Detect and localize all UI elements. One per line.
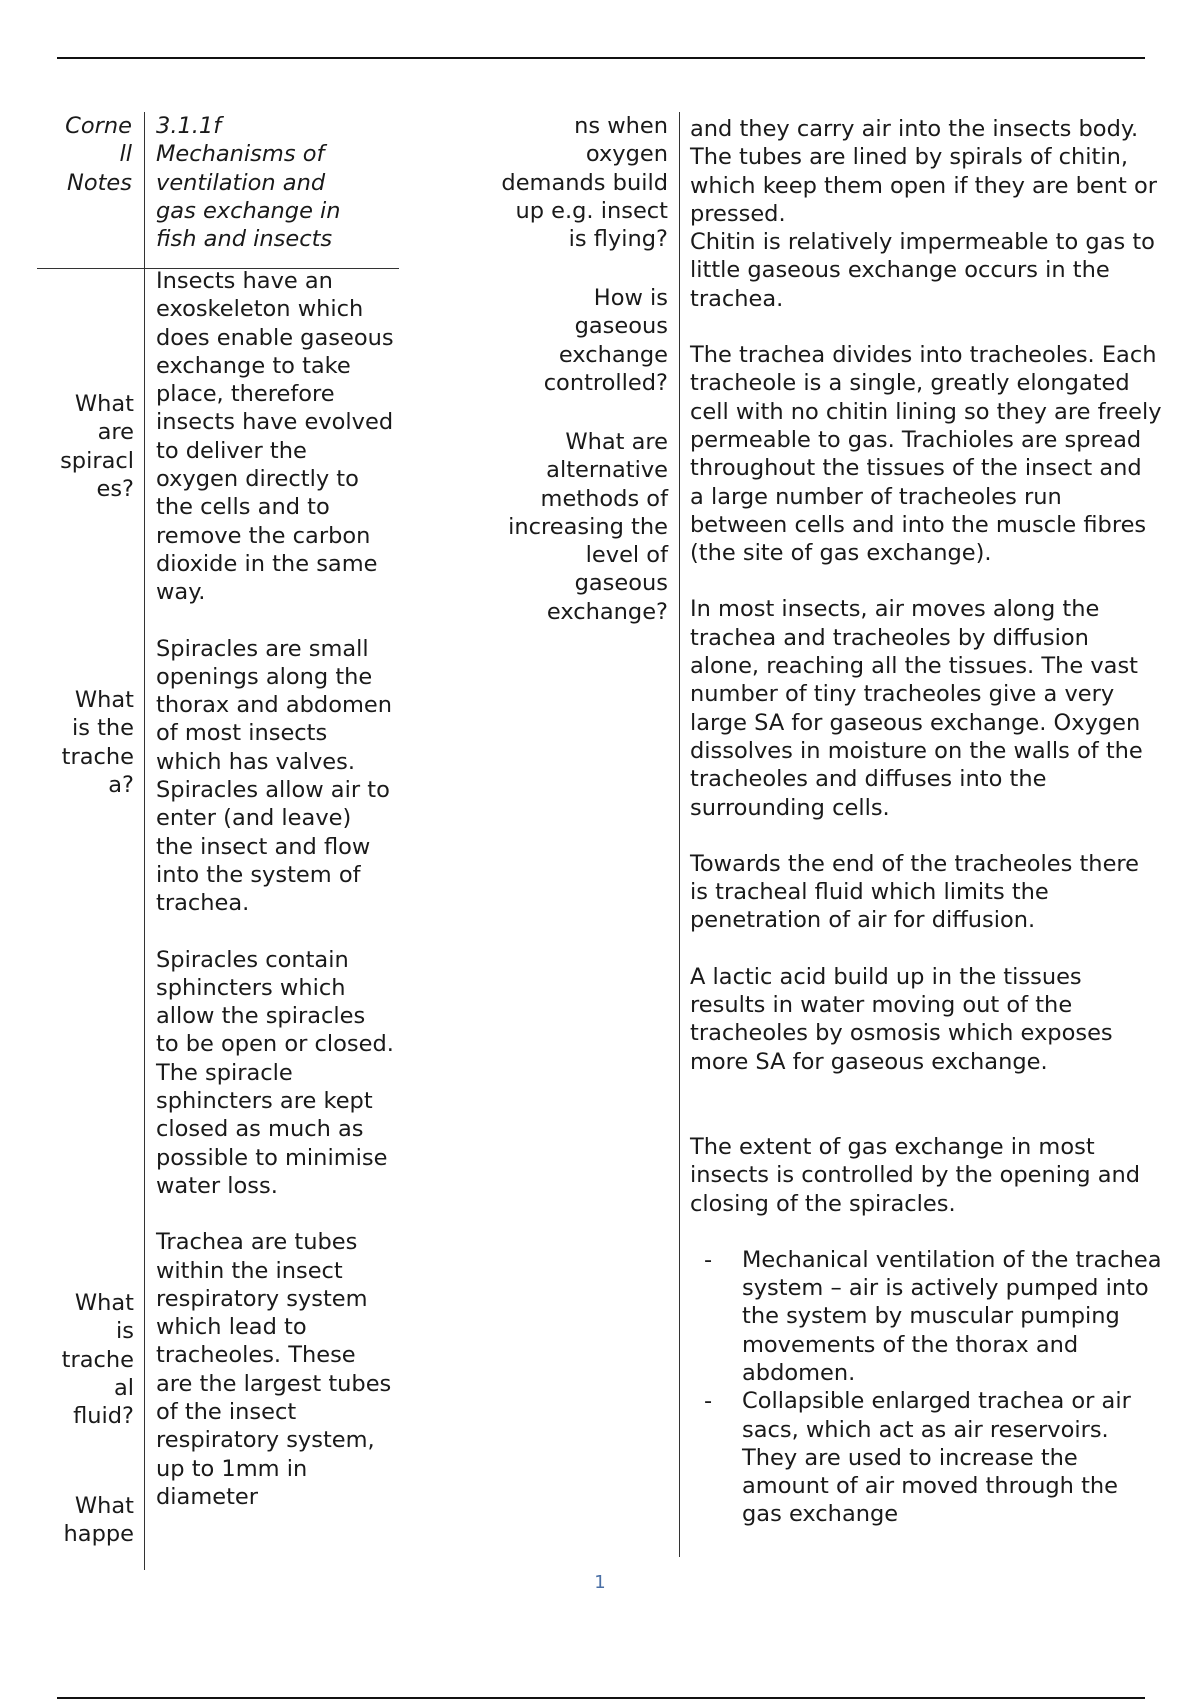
cue-oxygen-demands: [470, 112, 668, 253]
note-paragraph: and they carry air into the insects body. The tubes are lined by spirals of chitin, which keep them open if they are bent or pressed.: [690, 116, 1157, 227]
cue-line: What: [74, 391, 134, 417]
left-column-divider: [144, 112, 145, 1570]
cue-line: What: [74, 1493, 134, 1519]
title-label-line: Corne: [65, 113, 132, 139]
cue-line: a?: [108, 771, 134, 798]
topic-title: [156, 112, 406, 253]
cue-line: What: [74, 687, 134, 713]
bullet-marker: -: [704, 1388, 713, 1415]
cue-tracheal-fluid: [40, 1289, 134, 1430]
note-paragraph: Chitin is relatively impermeable to gas to little gaseous exchange occurs in the trachea.: [690, 229, 1155, 312]
cue-alternative-methods: [470, 428, 668, 626]
cue-trachea: [40, 686, 134, 799]
title-label-line: ll: [119, 141, 132, 168]
cue-line: al: [113, 1374, 134, 1401]
cue-line: trache: [61, 743, 134, 770]
topic-line: Mechanisms of: [156, 141, 325, 168]
title-label-line: Notes: [67, 169, 132, 196]
cue-line: fluid?: [73, 1403, 134, 1430]
list-item-text: Collapsible enlarged trachea or air sacs, which act as air reservoirs. They are used to increase the amount of air moved through the gas exchange: [742, 1388, 1131, 1528]
cue-line: is: [116, 1318, 134, 1345]
cue-line: is the: [71, 715, 134, 742]
cue-line: ns when: [574, 113, 668, 139]
cue-line: are: [97, 419, 134, 446]
note-paragraph: The trachea divides into tracheoles. Each tracheole is a single, greatly elongated cell with no chitin lining so they are freely permeable to gas. Trachioles are spread throughout the tissues of the insect and a large number of tracheoles run between cells and into the muscle fibres (the site of gas exchange).: [690, 342, 1162, 567]
note-paragraph: Towards the end of the tracheoles there is tracheal fluid which limits the penetration of air for diffusion.: [690, 850, 1140, 934]
note-paragraph: The extent of gas exchange in most insects is controlled by the opening and closing of the spiracles.: [690, 1133, 1141, 1217]
cue-line: happe: [63, 1521, 134, 1548]
cue-gas-exchange-control: [470, 284, 668, 397]
cue-line: gaseous: [574, 313, 668, 340]
note-paragraph: A lactic acid build up in the tissues results in water moving out of the tracheoles by osmosis which exposes more SA for gaseous exchange.: [690, 963, 1113, 1075]
cue-what-happens: [40, 1492, 134, 1549]
methods-list: [690, 1246, 1162, 1529]
bullet-marker: -: [704, 1246, 713, 1273]
topic-line: 3.1.1f: [156, 113, 222, 139]
note-paragraph: In most insects, air moves along the trachea and tracheoles by diffusion alone, reaching all the tissues. The vast number of tiny tracheoles give a very large SA for gaseous exchange. Oxygen dissolves in moisture on the walls of the tracheoles and diffuses into the surrounding cells.: [690, 596, 1143, 821]
cue-line: spiracl: [60, 447, 134, 474]
cue-line: controlled?: [543, 369, 668, 396]
cue-line: level of: [585, 542, 668, 569]
cue-line: How is: [593, 285, 668, 311]
cue-line: up e.g. insect: [515, 197, 668, 224]
cue-line: gaseous: [574, 570, 668, 597]
list-item-text: Mechanical ventilation of the trachea system – air is actively pumped into the system by muscular pumping movements of the thorax and abdomen.: [742, 1246, 1162, 1386]
right-notes: [690, 115, 1162, 1529]
note-paragraph: Spiracles contain sphincters which allow the spiracles to be open or closed. The spiracle sphincters are kept closed as much as possible to minimise water loss.: [156, 946, 394, 1199]
page-number: 1: [594, 1572, 606, 1593]
cue-line: methods of: [540, 485, 668, 512]
cue-line: What: [74, 1290, 134, 1316]
cue-line: increasing the: [508, 513, 668, 540]
topic-line: gas exchange in: [156, 197, 341, 224]
list-item: [690, 1246, 1162, 1387]
note-paragraph: Spiracles are small openings along the thorax and abdomen of most insects which has valves. Spiracles allow air to enter (and leave) the insect and flow into the system of trachea.: [156, 635, 392, 917]
cue-line: is flying?: [568, 226, 668, 253]
list-item: [690, 1387, 1162, 1528]
bottom-rule: [57, 1697, 1145, 1699]
top-rule: [57, 57, 1145, 59]
cue-line: What are: [565, 429, 668, 455]
cue-line: exchange?: [546, 598, 668, 625]
note-paragraph: Trachea are tubes within the insect respiratory system which lead to tracheoles. These are the largest tubes of the insect respiratory system, up to 1mm in diameter: [156, 1229, 392, 1510]
cue-line: es?: [96, 475, 134, 502]
note-paragraph: Insects have an exoskeleton which does enable gaseous exchange to take place, therefore insects have evolved to deliver the oxygen directly to the cells and to remove the carbon dioxide in the same way.: [156, 268, 394, 606]
cue-line: exchange: [558, 341, 668, 368]
left-notes: [156, 267, 394, 1511]
cue-spiracles: [40, 390, 134, 503]
cue-line: trache: [61, 1346, 134, 1373]
right-column-divider: [679, 112, 680, 1557]
cue-line: oxygen: [585, 141, 668, 168]
topic-line: ventilation and: [156, 169, 326, 196]
title-label: [40, 112, 132, 197]
topic-line: fish and insects: [156, 226, 333, 253]
cue-line: demands build: [501, 169, 668, 196]
cue-line: alternative: [546, 457, 668, 484]
